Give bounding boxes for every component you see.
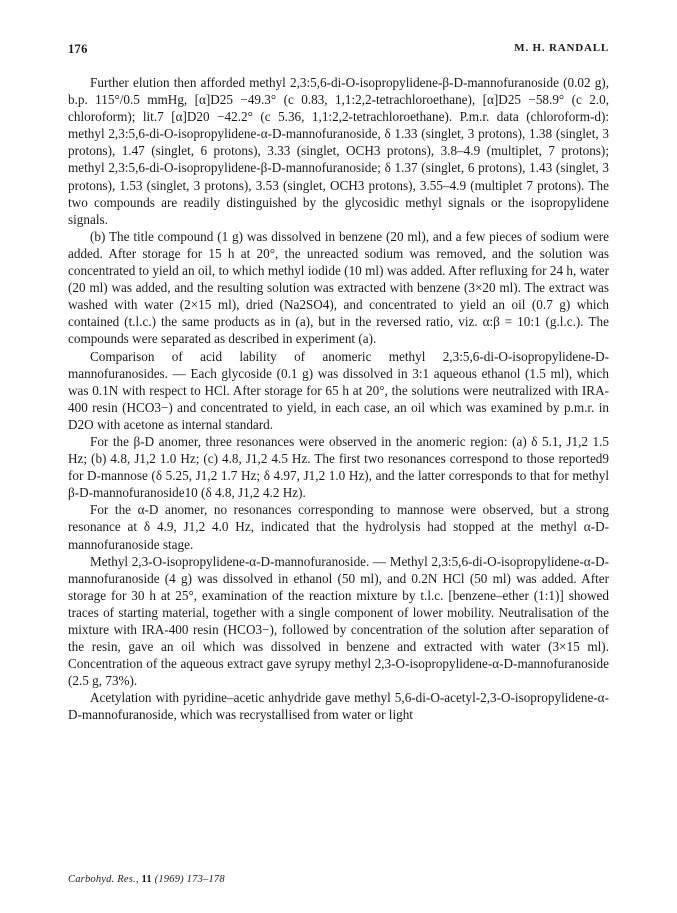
paragraph-beta-anomer: For the β-D anomer, three resonances were observed in the anomeric region: (a) δ 5.1, J1,2 1.5 Hz; (b) 4.8, J1,2 1.0 Hz; (c) 4.8, J1,2 4.5 Hz. The first two resonances correspond to those reported9 for D-mannose (δ 5.25, J1,2 1.7 Hz; δ 4.97, J1,2 1.0 Hz), and the latter corresponds to that for methyl β-D-mannofuranoside10 (δ 4.8, J1,2 4.2 Hz).: [68, 433, 609, 501]
paragraph-further-elution: Further elution then afforded methyl 2,3:5,6-di-O-isopropylidene-β-D-mannofuranoside (0.02 g), b.p. 115°/0.5 mmHg, [α]D25 −49.3° (c 0.83, 1,1:2,2-tetrachloroethane), [α]D25 −58.9° (c 2.0, chloroform); lit.7 [α]D20 −42.2° (c 5.36, 1,1:2,2-tetrachloroethane). P.m.r. data (chloroform-d): methyl 2,3:5,6-di-O-isopropylidene-α-D-mannofuranoside, δ 1.33 (singlet, 3 protons), 1.38 (singlet, 3 protons), 1.47 (singlet, 6 protons), 3.33 (singlet, OCH3 protons), 3.8–4.9 (multiplet, 7 protons); methyl 2,3:5,6-di-O-isopropylidene-β-D-mannofuranoside; δ 1.37 (singlet, 6 protons), 1.43 (singlet, 3 protons), 1.53 (singlet, 3 protons), 3.53 (singlet, OCH3 protons), 3.55–4.9 (multiplet 7 protons). The two compounds are readily distinguished by the glycosidic methyl signals or the isopropylidene signals.: [68, 75, 609, 227]
paragraph-acid-lability: Comparison of acid lability of anomeric methyl 2,3:5,6-di-O-isopropylidene-D-mannofuranosides. — Each glycoside (0.1 g) was dissolved in 3:1 aqueous ethanol (1.5 ml), which was 0.1N with respect to HCl. After storage for 65 h at 20°, the solutions were neutralized with IRA-400 resin (HCO3−) and concentrated to yield, in each case, an oil which was examined by p.m.r. in D2O with acetone as internal standard.: [68, 348, 609, 432]
paragraph-alpha-anomer: For the α-D anomer, no resonances corresponding to mannose were observed, but a strong resonance at δ 4.9, J1,2 4.0 Hz, indicated that the hydrolysis had stopped at the methyl α-D-mannofuranoside stage.: [68, 502, 609, 552]
body-text: [68, 74, 609, 724]
page-footer-citation: [68, 874, 225, 885]
journal-name: Carbohyd. Res.,: [68, 874, 139, 885]
paragraph-experiment-b: (b) The title compound (1 g) was dissolved in benzene (20 ml), and a few pieces of sodium were added. After storage for 15 h at 20°, the unreacted sodium was removed, and the solution was concentrated to yield an oil, to which methyl iodide (10 ml) was added. After refluxing for 24 h, water (20 ml) was added, and the resulting solution was extracted with benzene (3×20 ml). The extract was washed with water (2×15 ml), dried (Na2SO4), and concentrated to yield an oil (0.7 g) which contained (t.l.c.) the same products as in (a), but in the reversed ratio, viz. α:β = 10:1 (g.l.c.). The compounds were separated as described in experiment (a).: [68, 228, 609, 347]
paragraph-methyl-isopropylidene: Methyl 2,3-O-isopropylidene-α-D-mannofuranoside. — Methyl 2,3:5,6-di-O-isopropylidene-α-D-mannofuranoside (4 g) was dissolved in ethanol (50 ml), and 0.2N HCl (50 ml) was added. After storage for 30 h at 25°, examination of the reaction mixture by t.l.c. [benzene–ether (1:1)] showed traces of starting material, together with a single component of lower mobility. Neutralisation of the mixture with IRA-400 resin (HCO3−), followed by concentration of the solution after separation of the resin, gave an oil which was dissolved in benzene and extracted with water (3×15 ml). Concentration of the aqueous extract gave syrupy methyl 2,3-O-isopropylidene-α-D-mannofuranoside (2.5 g, 73%).: [68, 553, 609, 689]
page-number: 176: [68, 42, 88, 56]
journal-year-pages: (1969) 173–178: [154, 874, 225, 885]
journal-volume: 11: [141, 874, 152, 885]
running-head: M. H. RANDALL: [514, 42, 609, 54]
page-header: [68, 42, 609, 57]
paragraph-acetylation: Acetylation with pyridine–acetic anhydride gave methyl 5,6-di-O-acetyl-2,3-O-isopropylidene-α-D-mannofuranoside, which was recrystallised from water or light: [68, 690, 609, 723]
